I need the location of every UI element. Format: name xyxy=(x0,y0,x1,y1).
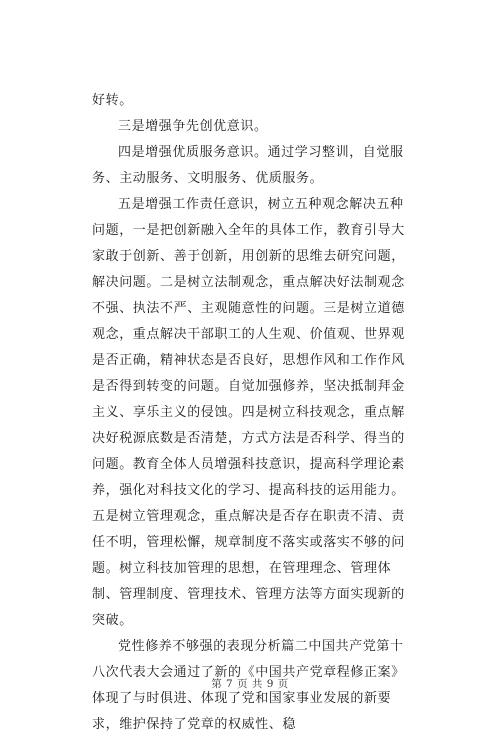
page-number-footer: 第 7 页 共 9 页 xyxy=(211,678,289,690)
paragraph-item-5: 五是增强工作责任意识，树立五种观念解决五种问题，一是把创新融入全年的具体工作，教育引导大家敢于创新、善于创新，用创新的思维去研究问题，解决问题。二是树立法制观念，重点解决好法制观念不强、执法不严、主观随意性的问题。三是树立道德观念，重点解决干部职工的人生观、价值观、世界观是否正确，精神状态是否良好，思想作风和工作作风是否得到转变的问题。自觉加强修养，坚决抵制拜金主义、享乐主义的侵蚀。四是树立科技观念，重点解决好税源底数是否清楚，方式方法是否科学、得当的问题。教育全体人员增强科技意识，提高科学理论素养，强化对科技文化的学习、提高科技的运用能力。五是树立管理观念，重点解决是否存在职责不清、责任不明，管理松懈，规章制度不落实或落实不够的问题。树立科技加管理的思想，在管理理念、管理体制、管理制度、管理技术、管理方法等方面实现新的突破。 xyxy=(92,197,405,628)
document-body xyxy=(92,88,412,738)
paragraph-item-4: 四是增强优质服务意识。通过学习整训，自觉服务、主动服务、文明服务、优质服务。 xyxy=(92,145,404,186)
paragraph-item-3: 三是增强争先创优意识。 xyxy=(118,119,268,134)
paragraph-part-two: 党性修养不够强的表现分析篇二中国共产党第十八次代表大会通过了新的《中国共产党章程修正案》体现了与时俱进、体现了党和国家事业发展的新要求，维护保持了党章的权威性、稳 xyxy=(92,639,405,732)
paragraph-continuation: 好转。 xyxy=(92,93,133,108)
